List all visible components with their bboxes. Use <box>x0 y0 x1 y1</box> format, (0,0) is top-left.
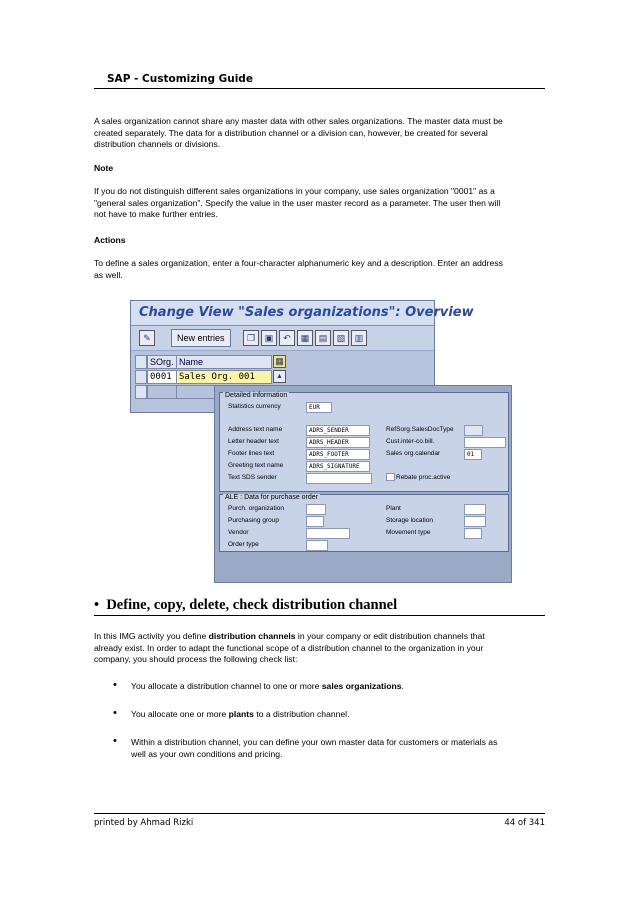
text-run: to a distribution channel. <box>253 709 350 719</box>
print-icon[interactable]: ▥ <box>351 330 367 346</box>
ale-purchase-order-frame <box>219 494 509 552</box>
column-header-name[interactable]: Name <box>176 355 272 369</box>
list-item-text <box>131 709 583 721</box>
text-run: in your company or edit distribution channels that <box>295 631 485 641</box>
select-all-rows[interactable] <box>135 355 147 369</box>
rebate-checkbox[interactable] <box>386 473 395 481</box>
plant-field[interactable] <box>464 504 486 515</box>
note-heading: Note <box>94 163 114 173</box>
page-header-title: SAP - Customizing Guide <box>107 73 253 85</box>
text-line: To define a sales organization, enter a four-character alphanumeric key and a description. Enter an address <box>94 258 503 268</box>
text-line: created separately. The data for a distribution channel or a division can, however, be created for several <box>94 127 488 138</box>
footer-printed-by: printed by Ahmad Rizki <box>94 818 194 828</box>
list-item-text <box>131 737 546 760</box>
frame-title: ALE : Data for purchase order <box>225 494 318 501</box>
scroll-up-icon[interactable]: ▲ <box>273 370 286 383</box>
storage-location-label: Storage location <box>386 517 433 524</box>
display-change-icon[interactable]: ✎ <box>139 330 155 346</box>
storage-location-field[interactable] <box>464 516 486 527</box>
select-all-icon[interactable]: ▦ <box>297 330 313 346</box>
text-run: . <box>401 681 404 691</box>
paragraph-1 <box>94 116 546 151</box>
section-heading-text: Define, copy, delete, check distribution channel <box>106 597 398 613</box>
bullet-icon: • <box>113 679 117 691</box>
refsorg-label: RefSorg.SalesDocType <box>386 426 454 433</box>
section-intro <box>94 631 546 666</box>
text-run-bold: sales organizations <box>321 681 402 691</box>
section-rule <box>94 615 545 616</box>
cust-inter-co-field[interactable] <box>464 437 506 448</box>
movement-type-label: Movement type <box>386 529 431 536</box>
purch-org-field[interactable] <box>306 504 326 515</box>
undo-icon[interactable]: ↶ <box>279 330 295 346</box>
letter-header-label: Letter header text <box>228 438 279 445</box>
sap-screen-title: Change View "Sales organizations": Overview <box>139 305 474 320</box>
bullet-icon: • <box>94 597 100 613</box>
rebate-proc-label: Rebate proc.active <box>396 474 451 481</box>
sap-toolbar <box>131 325 434 350</box>
text-line: Within a distribution channel, you can define your own master data for customers or materials as <box>131 737 498 747</box>
text-line: as well. <box>94 269 123 280</box>
text-run: In this IMG activity you define <box>94 631 209 641</box>
text-line: If you do not distinguish different sales organizations in your company, use sales organization "0001" as a <box>94 186 495 196</box>
section-heading <box>94 597 397 614</box>
table-settings-icon[interactable]: ▦ <box>273 355 286 368</box>
deselect-all-icon[interactable]: ▧ <box>333 330 349 346</box>
sap-detail-screenshot <box>214 385 512 583</box>
text-run: You allocate one or more <box>131 709 229 719</box>
sap-screen-title-bar <box>131 301 474 325</box>
text-line: company, you should process the following check list: <box>94 654 298 665</box>
purchasing-group-label: Purchasing group <box>228 517 279 524</box>
text-line: distribution channels or divisions. <box>94 139 221 150</box>
text-line <box>94 631 546 643</box>
list-item-text <box>131 681 583 693</box>
table-cell-empty[interactable] <box>147 385 177 399</box>
text-line: not have to make further entries. <box>94 209 218 220</box>
actions-heading: Actions <box>94 235 126 245</box>
plant-label: Plant <box>386 505 401 512</box>
footer-page-number: 44 of 341 <box>504 818 545 828</box>
footer-lines-label: Footer lines text <box>228 450 275 457</box>
letter-header-field[interactable]: ADRS_HEADER <box>306 437 370 448</box>
vendor-label: Vendor <box>228 529 249 536</box>
purchasing-group-field[interactable] <box>306 516 324 527</box>
row-selector[interactable] <box>135 370 147 384</box>
movement-type-field[interactable] <box>464 528 482 539</box>
bullet-icon: • <box>113 735 117 747</box>
paragraph-2 <box>94 186 546 221</box>
footer-lines-field[interactable]: ADRS_FOOTER <box>306 449 370 460</box>
paragraph-3 <box>94 258 546 281</box>
frame-title: Detailed information <box>225 392 288 399</box>
text-line: A sales organization cannot share any master data with other sales organizations. The master data must be <box>94 116 503 126</box>
address-text-field[interactable]: ADRS_SENDER <box>306 425 370 436</box>
copy-icon[interactable]: ❐ <box>243 330 259 346</box>
column-header-sorg[interactable]: SOrg. <box>147 355 177 369</box>
new-entries-button[interactable]: New entries <box>171 329 231 347</box>
bullet-icon: • <box>113 707 117 719</box>
sales-org-calendar-label: Sales org.calendar <box>386 450 441 457</box>
delete-icon[interactable]: ▣ <box>261 330 277 346</box>
text-sds-sender-label: Text SDS sender <box>228 474 277 481</box>
table-cell-sorg[interactable]: 0001 <box>147 370 177 384</box>
text-sds-sender-field[interactable] <box>306 473 372 484</box>
statistics-currency-label: Statistics currency <box>228 403 281 410</box>
sales-org-calendar-field[interactable]: 01 <box>464 449 482 460</box>
select-block-icon[interactable]: ▤ <box>315 330 331 346</box>
address-text-label: Address text name <box>228 426 283 433</box>
text-line: already exist. In order to adapt the functional scope of a distribution channel to the organization in your <box>94 642 484 653</box>
cust-inter-co-label: Cust.inter-co.bill. <box>386 438 435 445</box>
row-selector[interactable] <box>135 385 147 399</box>
order-type-field[interactable] <box>306 540 328 551</box>
text-run: You allocate a distribution channel to one or more <box>131 681 322 691</box>
text-run-bold: plants <box>228 709 254 719</box>
footer-rule <box>94 813 545 814</box>
table-cell-name[interactable]: Sales Org. 001 <box>176 370 272 384</box>
purch-org-label: Purch. organization <box>228 505 285 512</box>
text-line: well as your own conditions and pricing. <box>131 748 283 759</box>
greeting-text-field[interactable]: ADRS_SIGNATURE <box>306 461 370 472</box>
detailed-information-frame <box>219 392 509 492</box>
vendor-field[interactable] <box>306 528 350 539</box>
refsorg-field[interactable] <box>464 425 483 436</box>
text-line: "general sales organization". Specify the value in the user master record as a parameter. The user then will <box>94 197 501 208</box>
header-rule <box>94 88 545 89</box>
order-type-label: Order type <box>228 541 259 548</box>
greeting-text-label: Greeting text name <box>228 462 284 469</box>
statistics-currency-field[interactable]: EUR <box>306 402 332 413</box>
text-run-bold: distribution channels <box>208 631 296 641</box>
